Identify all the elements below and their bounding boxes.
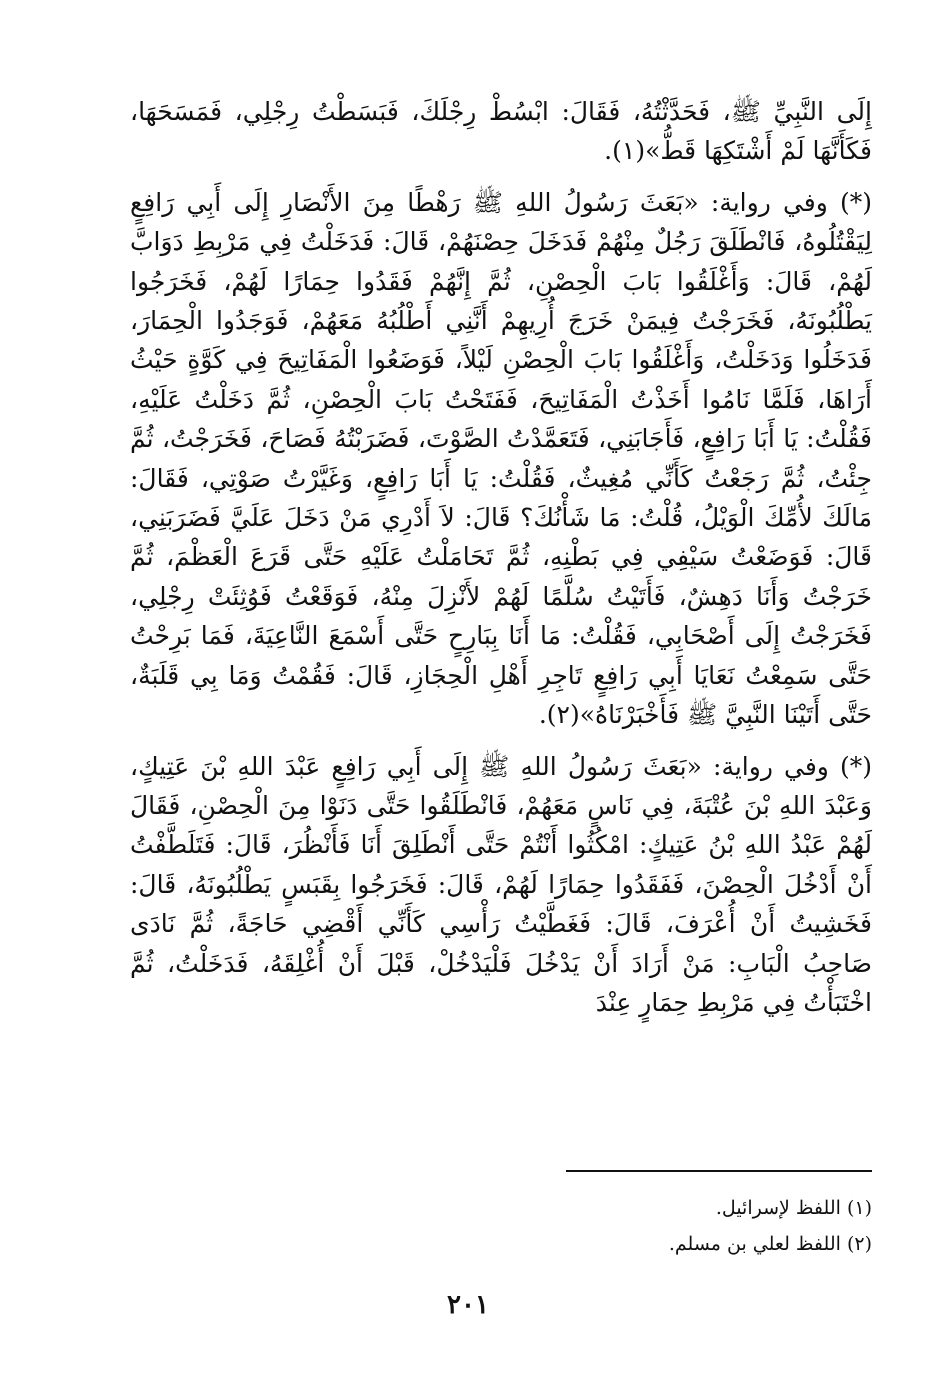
page-number: ٢٠١ — [447, 1290, 489, 1320]
paragraph-narration-2: (*) وفي رواية: «بَعَثَ رَسُولُ اللهِ ﷺ إِلَى أَبِي رَافِعٍ عَبْدَ اللهِ بْنَ عَتِيكٍ، وَعَبْدَ اللهِ بْنَ عُتْبَةَ، فِي نَاسٍ مَعَهُمْ، فَانْطَلَقُوا حَتَّى دَنَوْا مِنَ الْحِصْنِ، فَقَالَ لَهُمْ عَبْدُ اللهِ بْنُ عَتِيكٍ: امْكُثُوا أَنْتُمْ حَتَّى أَنْطَلِقَ أَنَا فَأَنْظُرَ، قَالَ: فَتَلَطَّفْتُ أَنْ أَدْخُلَ الْحِصْنَ، فَفَقَدُوا حِمَارًا لَهُمْ، قَالَ: فَخَرَجُوا بِقَبَسٍ يَطْلُبُونَهُ، قَالَ: فَخَشِيتُ أَنْ أُعْرَفَ، قَالَ: فَغَطَّيْتُ رَأْسِي كَأَنِّي أَقْضِي حَاجَةً، ثُمَّ نَادَى صَاحِبُ الْبَابِ: مَنْ أَرَادَ أَنْ يَدْخُلَ فَلْيَدْخُلْ، قَبْلَ أَنْ أُغْلِقَهُ، فَدَخَلْتُ، ثُمَّ اخْتَبَأْتُ فِي مَرْبِطِ حِمَارٍ عِنْدَ — [130, 751, 872, 1017]
footnote-2: (٢) اللفظ لعلي بن مسلم. — [668, 1233, 872, 1255]
footnotes — [500, 1190, 872, 1262]
footnote-divider — [566, 1170, 872, 1172]
main-text — [130, 92, 872, 1022]
paragraph-continuation: إِلَى النَّبِيِّ ﷺ، فَحَدَّثْتُهُ، فَقَالَ: ابْسُطْ رِجْلَكَ، فَبَسَطْتُ رِجْلِي، فَمَسَحَهَا، فَكَأَنَّهَا لَمْ أَشْتَكِهَا قَطُّ»(١). — [130, 97, 872, 166]
footnote-1: (١) اللفظ لإسرائيل. — [715, 1197, 872, 1219]
paragraph-spacer — [130, 171, 872, 183]
paragraph-narration-1: (*) وفي رواية: «بَعَثَ رَسُولُ اللهِ ﷺ رَهْطًا مِنَ الأَنْصَارِ إِلَى أَبِي رَافِعٍ لِيَقْتُلُوهُ، فَانْطَلَقَ رَجُلٌ مِنْهُمْ فَدَخَلَ حِصْنَهُمْ، قَالَ: فَدَخَلْتُ فِي مَرْبِطِ دَوَابَّ لَهُمْ، قَالَ: وَأَغْلَقُوا بَابَ الْحِصْنِ، ثُمَّ إِنَّهُمْ فَقَدُوا حِمَارًا لَهُمْ، فَخَرَجُوا يَطْلُبُونَهُ، فَخَرَجْتُ فِيمَنْ خَرَجَ أُرِيهِمْ أَنَّنِي أَطْلُبُهُ مَعَهُمْ، فَوَجَدُوا الْحِمَارَ، فَدَخَلُوا وَدَخَلْتُ، وَأَغْلَقُوا بَابَ الْحِصْنِ لَيْلاً، فَوَضَعُوا الْمَفَاتِيحَ فِي كَوَّةٍ حَيْثُ أَرَاهَا، فَلَمَّا نَامُوا أَخَذْتُ الْمَفَاتِيحَ، فَفَتَحْتُ بَابَ الْحِصْنِ، ثُمَّ دَخَلْتُ عَلَيْهِ، فَقُلْتُ: يَا أَبَا رَافِعٍ، فَأَجَابَنِي، فَتَعَمَّدْتُ الصَّوْتَ، فَضَرَبْتُهُ فَصَاحَ، فَخَرَجْتُ، ثُمَّ جِئْتُ، ثُمَّ رَجَعْتُ كَأَنِّي مُغِيثٌ، فَقُلْتُ: يَا أَبَا رَافِعٍ، وَغَيَّرْتُ صَوْتِي، فَقَالَ: مَالَكَ لأُمِّكَ الْوَيْلُ، قُلْتُ: مَا شَأْنُكَ؟ قَالَ: لاَ أَدْرِي مَنْ دَخَلَ عَلَيَّ فَضَرَبَنِي، قَالَ: فَوَضَعْتُ سَيْفِي فِي بَطْنِهِ، ثُمَّ تَحَامَلْتُ عَلَيْهِ حَتَّى قَرَعَ الْعَظْمَ، ثُمَّ خَرَجْتُ وَأَنَا دَهِشٌ، فَأَتَيْتُ سُلَّمًا لَهُمْ لأَنْزِلَ مِنْهُ، فَوَقَعْتُ فَوُثِئَتْ رِجْلِي، فَخَرَجْتُ إِلَى أَصْحَابِي، فَقُلْتُ: مَا أَنَا بِبَارِحٍ حَتَّى أَسْمَعَ النَّاعِيَةَ، فَمَا بَرِحْتُ حَتَّى سَمِعْتُ نَعَايَا أَبِي رَافِعٍ تَاجِرِ أَهْلِ الْحِجَازِ، قَالَ: فَقُمْتُ وَمَا بِي قَلَبَةٌ، حَتَّى أَتَيْنَا النَّبِيَّ ﷺ فَأَخْبَرْنَاهُ»(٢). — [130, 187, 872, 730]
paragraph-spacer — [130, 735, 872, 747]
